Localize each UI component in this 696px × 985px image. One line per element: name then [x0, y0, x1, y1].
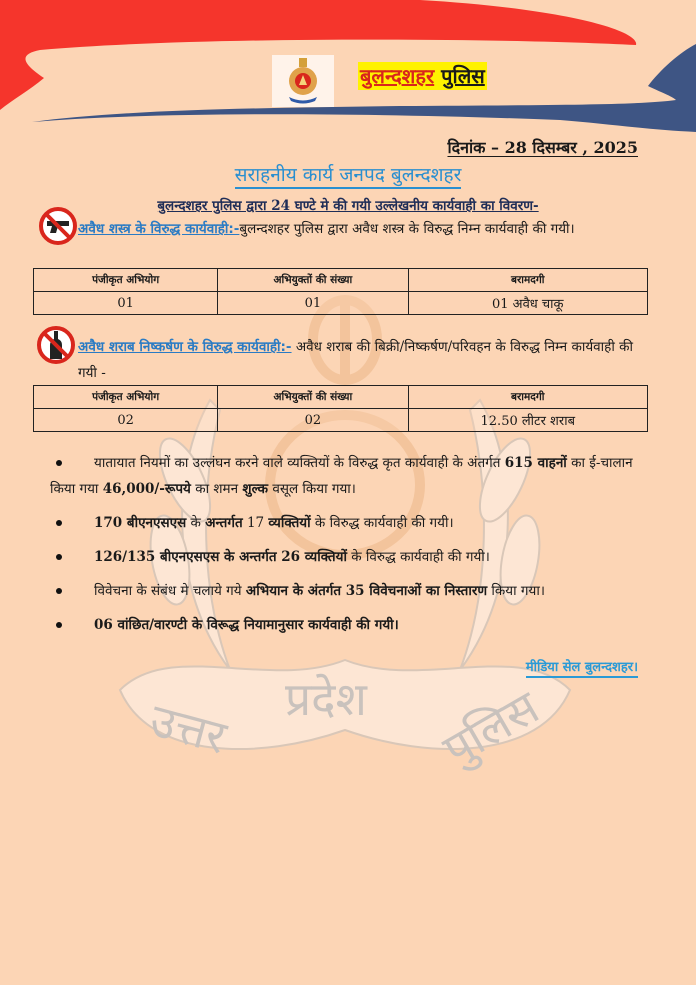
up-police-emblem-icon — [272, 55, 334, 107]
no-gun-icon — [38, 206, 78, 246]
list-item-text: के विरुद्ध कार्यवाही की गयी। — [346, 549, 490, 565]
section-liquor — [78, 334, 638, 386]
weapons-table — [33, 268, 648, 315]
bullet-icon — [56, 622, 62, 628]
list-item-text: शुल्क — [242, 481, 269, 497]
list-item — [50, 510, 650, 536]
bullet-icon — [56, 520, 62, 526]
column-header: अभियुक्तों की संख्या — [218, 269, 408, 292]
table-cell: 12.50 लीटर शराब — [408, 409, 647, 432]
list-item-text: वसूल किया गया। — [268, 481, 356, 497]
table-cell: 02 — [218, 409, 408, 432]
list-item — [50, 612, 650, 638]
list-item-text: का शमन — [190, 481, 243, 497]
column-header: पंजीकृत अभियोग — [34, 269, 218, 292]
list-item-text: विवेचना के संबंध मे चलाये गये — [94, 583, 246, 599]
table-cell: 01 अवैध चाकू — [408, 292, 647, 315]
brand-city: बुलन्दशहर — [360, 64, 435, 88]
list-item-text: अन्तर्गत — [205, 515, 243, 531]
brand-police: पुलिस — [441, 64, 485, 88]
action-list — [50, 450, 650, 646]
list-item — [50, 578, 650, 604]
section-liquor-text: अवैध शराब की बिक्री/निष्कर्षण/परिवहन के विरुद्ध निम्न कार्यवाही की गयी - — [78, 339, 633, 381]
table-row — [34, 409, 648, 432]
list-item-text: का ई-चालान किया गया — [50, 455, 633, 497]
bullet-icon — [56, 554, 62, 560]
list-item-text: के विरुद्ध कार्यवाही की गयी। — [310, 515, 454, 531]
list-item — [50, 450, 650, 502]
table-cell: 01 — [34, 292, 218, 315]
table-cell: 01 — [218, 292, 408, 315]
list-item-text: किया गया। — [487, 583, 545, 599]
list-item-text: के — [186, 515, 206, 531]
section-liquor-heading: अवैध शराब निष्कर्षण के विरुद्ध कार्यवाही:- — [78, 339, 292, 355]
column-header: बरामदगी — [408, 386, 647, 409]
table-cell: 02 — [34, 409, 218, 432]
list-item-text: 46,000/-रूपये — [102, 481, 191, 497]
bullet-icon — [56, 460, 62, 466]
column-header: पंजीकृत अभियोग — [34, 386, 218, 409]
list-item-text: 170 बीएनएसएस — [94, 515, 187, 531]
header-banner — [0, 0, 696, 140]
list-item-text: व्यक्तियों — [268, 515, 311, 531]
list-item — [50, 544, 650, 570]
column-header: बरामदगी — [408, 269, 647, 292]
watermark-word-2: प्रदेश — [285, 672, 367, 726]
list-item-text: यातायात नियमों का उल्लंघन करने वाले व्यक्तियों के विरुद्ध कृत कार्यवाही के अंतर्गत — [94, 455, 505, 471]
column-header: अभियुक्तों की संख्या — [218, 386, 408, 409]
document-date: दिनांक – 28 दिसम्बर , 2025 — [447, 138, 638, 157]
bullet-icon — [56, 588, 62, 594]
no-alcohol-icon — [36, 325, 76, 365]
list-item-text: 06 वांछित/वारण्टी के विरूद्ध नियामानुसार कार्यवाही की गयी। — [94, 617, 399, 633]
list-item-text: 17 — [242, 515, 269, 531]
table-row — [34, 292, 648, 315]
brand-title — [358, 62, 487, 90]
table-header-row — [34, 386, 648, 409]
watermark-word-1: उत्तर — [144, 692, 232, 765]
watermark-word-3: पुलिस — [433, 679, 548, 777]
list-item-text: अभियान के अंतर्गत 35 विवेचनाओं का निस्तारण — [245, 583, 488, 599]
signature: मीडिया सेल बुलन्दशहर। — [526, 657, 638, 678]
section-weapons — [78, 216, 638, 242]
section-weapons-text: बुलन्दशहर पुलिस द्वारा अवैध शस्त्र के विरुद्ध निम्न कार्यवाही की गयी। — [239, 221, 575, 237]
page-subtitle: बुलन्दशहर पुलिस द्वारा 24 घण्टे मे की गयी उल्लेखनीय कार्यवाही का विवरण- — [157, 198, 539, 214]
section-weapons-heading: अवैध शस्त्र के विरुद्ध कार्यवाही:- — [78, 221, 240, 237]
table-header-row — [34, 269, 648, 292]
liquor-table — [33, 385, 648, 432]
page-title: सराहनीय कार्य जनपद बुलन्दशहर — [0, 161, 696, 187]
list-item-text: 615 वाहनों — [504, 455, 567, 471]
list-item-text: 126/135 बीएनएसएस के अन्तर्गत 26 व्यक्तियों — [94, 549, 347, 565]
